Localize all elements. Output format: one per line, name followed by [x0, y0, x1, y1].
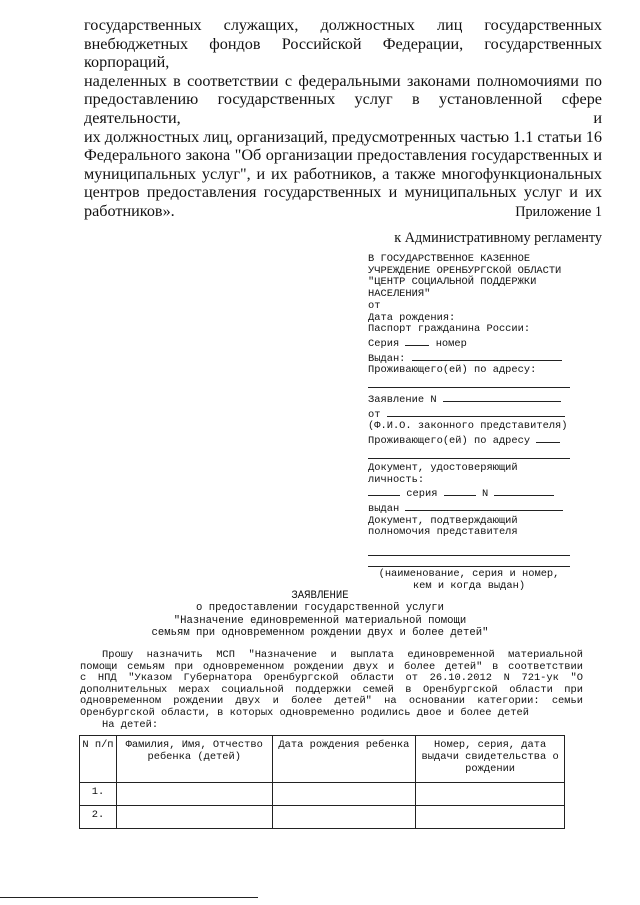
id-number-field[interactable]	[494, 486, 554, 496]
addressee-line: В ГОСУДАРСТВЕННОЕ КАЗЕННОЕ	[368, 253, 531, 265]
series-label: Серия	[368, 337, 400, 350]
issued-field[interactable]	[412, 351, 562, 361]
col-header-birth-date: Дата рождения ребенка	[272, 736, 416, 783]
authority-doc-label-2: полномочия представителя	[368, 526, 518, 539]
child-name-cell[interactable]	[116, 806, 272, 829]
children-label: На детей:	[102, 718, 159, 731]
intro-line: Федерального закона "Об организации предоставления государственных и	[84, 146, 602, 165]
rep-address-field[interactable]	[368, 448, 570, 459]
certificate-cell[interactable]	[416, 806, 565, 829]
statement-title-block	[130, 590, 510, 640]
child-name-cell[interactable]	[116, 783, 272, 806]
id-series-field[interactable]	[444, 486, 476, 496]
table-row	[80, 806, 565, 829]
col-header-child-name: Фамилия, Имя, Отчество ребенка (детей)	[116, 736, 272, 783]
statement-service-name-2: семьям при одновременном рождении двух и более детей"	[151, 627, 489, 640]
authority-caption: (наименование, серия и номер,	[378, 568, 560, 581]
request-paragraph	[80, 650, 583, 731]
request-line: помощи семьям при одновременном рождении двух и более детей" в соответствии	[80, 660, 583, 673]
row-number: 1.	[80, 783, 117, 806]
intro-line: работников».	[84, 201, 175, 220]
row-number: 2.	[80, 806, 117, 829]
issued-label: Выдан:	[368, 352, 406, 365]
request-line: с НПД "Указом Губернатора Оренбургской области от 26.10.2012 N 721-ук "О	[80, 672, 583, 685]
application-no-row	[368, 392, 570, 407]
passport-series-row	[368, 336, 570, 351]
id-doc-label-2: личность:	[368, 473, 425, 486]
series-field[interactable]	[405, 336, 429, 346]
addressee-line: "ЦЕНТР СОЦИАЛЬНОЙ ПОДДЕРЖКИ	[368, 276, 537, 289]
rep-residing-label: Проживающего(ей) по адресу	[368, 435, 531, 448]
intro-line: внебюджетных фондов Российской Федерации, государственных корпораций,	[84, 34, 602, 72]
certificate-cell[interactable]	[416, 783, 565, 806]
col-header-number: N п/п	[80, 736, 117, 783]
addressee-line: УЧРЕЖДЕНИЕ ОРЕНБУРГСКОЙ ОБЛАСТИ	[368, 264, 562, 277]
id-issued-field[interactable]	[405, 501, 563, 511]
id-issued-row	[368, 501, 570, 516]
rep-from-row	[368, 407, 570, 422]
birth-date-cell[interactable]	[272, 783, 416, 806]
rep-name-field[interactable]	[387, 407, 565, 417]
id-number-label: N	[481, 488, 489, 501]
intro-line: их должностных лиц, организаций, предусмотренных частью 1.1 статьи 16	[84, 127, 602, 146]
id-doc-label: Документ, удостоверяющий	[368, 461, 518, 474]
intro-line: государственных служащих, должностных лиц государственных	[84, 16, 602, 34]
authority-caption-2: кем и когда выдан)	[412, 579, 526, 592]
request-line: дополнительных мерах социальной поддержки семей в Оренбургской области при	[80, 683, 583, 696]
table-row	[80, 783, 565, 806]
authority-field-2[interactable]	[368, 556, 570, 567]
birth-date-label: Дата рождения:	[368, 311, 456, 324]
number-label: номер	[435, 337, 467, 350]
id-issued-label: выдан	[368, 502, 400, 515]
intro-line: муниципальных услуг", и их работников, а также многофункциональных	[84, 164, 602, 183]
intro-paragraph	[84, 16, 602, 221]
application-no-field[interactable]	[443, 392, 561, 402]
addressee-line: НАСЕЛЕНИЯ"	[368, 288, 431, 301]
from-label: от	[368, 299, 381, 312]
residing-label: Проживающего(ей) по адресу:	[368, 364, 537, 377]
statement-subtitle: о предоставлении государственной услуги	[196, 602, 444, 615]
col-header-certificate: Номер, серия, дата выдачи свидетельства о рождении	[416, 736, 565, 783]
rep-residing-row	[368, 433, 570, 448]
authority-field-1[interactable]	[368, 545, 570, 556]
issued-row	[368, 351, 570, 366]
statement-heading: ЗАЯВЛЕНИЕ	[291, 590, 349, 602]
authority-doc-label: Документ, подтверждающий	[368, 514, 518, 527]
birth-date-cell[interactable]	[272, 806, 416, 829]
intro-line: наделенных в соответствии с федеральными законами полномочиями по	[84, 71, 602, 90]
rep-fio-caption: (Ф.И.О. законного представителя)	[368, 420, 568, 433]
rep-address-field-short[interactable]	[536, 433, 560, 443]
footnote-divider	[0, 897, 258, 898]
application-no-label: Заявление N	[368, 394, 437, 407]
address-field[interactable]	[368, 377, 570, 388]
children-table	[79, 735, 565, 829]
appendix-number: Приложение 1	[515, 204, 602, 220]
rep-from-label: от	[368, 408, 381, 421]
intro-line: предоставлению государственных услуг в установленной сфере деятельности, и	[84, 90, 602, 127]
addressee-block	[368, 254, 570, 592]
appendix-regulation: к Административному регламенту	[394, 230, 602, 246]
intro-line: центров предоставления государственных и муниципальных услуг и их	[84, 183, 602, 202]
passport-label: Паспорт гражданина России:	[368, 323, 531, 336]
table-header-row	[80, 736, 565, 783]
request-line: Прошу назначить МСП "Назначение и выплата единовременной материальной	[102, 649, 583, 661]
id-series-row	[368, 486, 570, 501]
statement-service-name: "Назначение единовременной материальной помощи	[173, 614, 467, 627]
id-type-field[interactable]	[368, 486, 400, 496]
request-line: одновременном рождении двух и более детей" на основании категории: семьи	[80, 695, 583, 708]
request-line: Оренбургской области, в которых одновременно родились двое и более детей	[80, 706, 529, 719]
id-series-label: серия	[406, 488, 438, 501]
